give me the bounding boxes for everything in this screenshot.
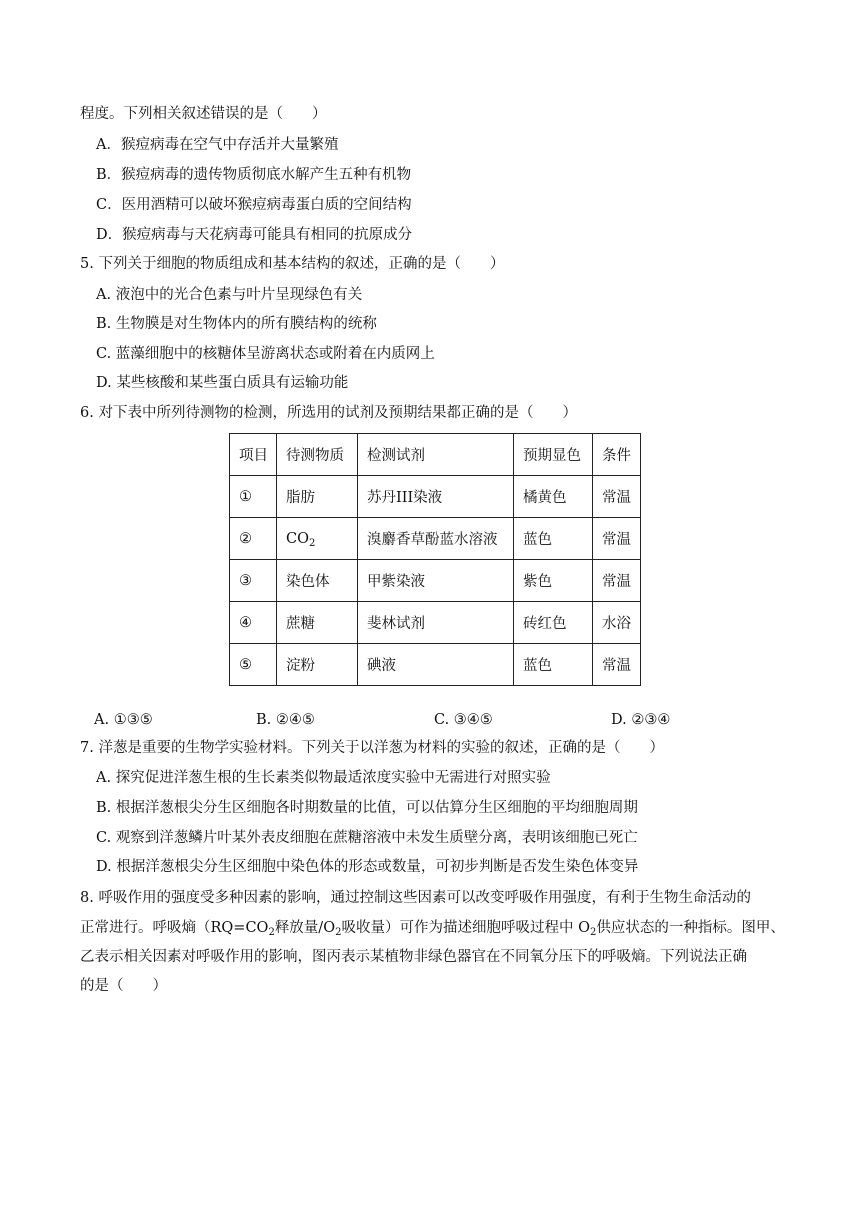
table-cell: 砖红色 (514, 602, 593, 644)
q7-option-b[interactable]: B. 根据洋葱根尖分生区细胞各时期数量的比值，可以估算分生区细胞的平均细胞周期 (96, 800, 638, 816)
subscript: 2 (268, 927, 275, 938)
q5-option-a[interactable]: A. 液泡中的光合色素与叶片呈现绿色有关 (96, 287, 363, 303)
table-row (230, 476, 641, 518)
q8-text: 释放量/O (274, 920, 336, 936)
table-cell: 蔗糖 (277, 602, 358, 644)
table-row (230, 518, 641, 560)
table-cell: 斐林试剂 (358, 602, 514, 644)
q8-text: 正常进行。呼吸熵（RQ=CO (80, 920, 269, 936)
table-cell: 染色体 (277, 560, 358, 602)
table-cell: 蓝色 (514, 644, 593, 686)
q7-option-a[interactable]: A. 探究促进洋葱生根的生长素类似物最适浓度实验中无需进行对照实验 (96, 770, 551, 786)
q4-option-a[interactable]: A．猴痘病毒在空气中存活并大量繁殖 (96, 137, 339, 153)
table-header: 条件 (593, 434, 641, 476)
table-header: 预期显色 (514, 434, 593, 476)
co2-subscript: 2 (308, 537, 316, 549)
q5-option-c[interactable]: C. 蓝藻细胞中的核糖体呈游离状态或附着在内质网上 (96, 346, 435, 362)
q8-stem-line-3: 乙表示相关因素对呼吸作用的影响，图丙表示某植物非绿色器官在不同氧分压下的呼吸熵。下列说法正确 (80, 949, 747, 965)
q8-text: 供应状态的一种指标。图甲、 (596, 920, 785, 936)
table-header: 项目 (230, 434, 277, 476)
subscript: 2 (335, 927, 342, 938)
q5-option-d[interactable]: D. 某些核酸和某些蛋白质具有运输功能 (96, 375, 349, 391)
table-cell: 常温 (593, 476, 641, 518)
table-cell: 碘液 (358, 644, 514, 686)
q6-stem: 6. 对下表中所列待测物的检测，所选用的试剂及预期结果都正确的是（ ） (80, 405, 577, 421)
table-cell: 蓝色 (514, 518, 593, 560)
table-cell: 常温 (593, 644, 641, 686)
q6-answer-a[interactable]: A. ①③⑤ (94, 712, 153, 728)
q4-option-c[interactable]: C．医用酒精可以破坏猴痘病毒蛋白质的空间结构 (96, 197, 412, 213)
table-cell: 溴麝香草酚蓝水溶液 (358, 518, 514, 560)
q7-option-c[interactable]: C. 观察到洋葱鳞片叶某外表皮细胞在蔗糖溶液中未发生质壁分离，表明该细胞已死亡 (96, 830, 638, 846)
table-header: 检测试剂 (358, 434, 514, 476)
table-header: 待测物质 (277, 434, 358, 476)
q5-stem: 5. 下列关于细胞的物质组成和基本结构的叙述，正确的是（ ） (80, 256, 505, 272)
q8-stem-line-2 (80, 919, 785, 937)
table-cell: ① (230, 476, 277, 518)
table-row (230, 560, 641, 602)
table-row (230, 644, 641, 686)
table-header-row (230, 434, 641, 476)
table-cell: 脂肪 (277, 476, 358, 518)
q6-answer-d[interactable]: D. ②③④ (611, 712, 671, 728)
table-cell (277, 518, 358, 560)
table-cell: 甲紫染液 (358, 560, 514, 602)
q4-stem-tail: 程度。下列相关叙述错误的是（ ） (80, 106, 327, 122)
q8-stem-line-1: 8. 呼吸作用的强度受多种因素的影响，通过控制这些因素可以改变呼吸作用强度，有利于生物生命活动的 (80, 890, 751, 906)
q7-option-d[interactable]: D. 根据洋葱根尖分生区细胞中染色体的形态或数量，可初步判断是否发生染色体变异 (96, 859, 639, 875)
q6-table (229, 433, 641, 686)
q8-stem-line-4: 的是（ ） (80, 978, 167, 994)
q5-option-b[interactable]: B. 生物膜是对生物体内的所有膜结构的统称 (96, 316, 377, 332)
q6-answer-c[interactable]: C. ③④⑤ (434, 712, 493, 728)
subscript: 2 (589, 927, 597, 938)
table-cell: ③ (230, 560, 277, 602)
table-cell: 苏丹III染液 (358, 476, 514, 518)
q8-text: 吸收量）可作为描述细胞呼吸过程中 O (341, 920, 590, 936)
table-cell: ② (230, 518, 277, 560)
q4-option-d[interactable]: D．猴痘病毒与天花病毒可能具有相同的抗原成分 (96, 227, 413, 243)
table-cell: 常温 (593, 518, 641, 560)
table-cell: 淀粉 (277, 644, 358, 686)
co2-text: CO (286, 530, 309, 547)
table-cell: ④ (230, 602, 277, 644)
table-row (230, 602, 641, 644)
table-cell: 紫色 (514, 560, 593, 602)
q7-stem: 7. 洋葱是重要的生物学实验材料。下列关于以洋葱为材料的实验的叙述，正确的是（ ） (80, 740, 664, 756)
table-cell: 水浴 (593, 602, 641, 644)
table-cell: 橘黄色 (514, 476, 593, 518)
q6-answer-b[interactable]: B. ②④⑤ (256, 712, 315, 728)
q4-option-b[interactable]: B．猴痘病毒的遗传物质彻底水解产生五种有机物 (96, 167, 412, 183)
table-cell: ⑤ (230, 644, 277, 686)
table-cell: 常温 (593, 560, 641, 602)
